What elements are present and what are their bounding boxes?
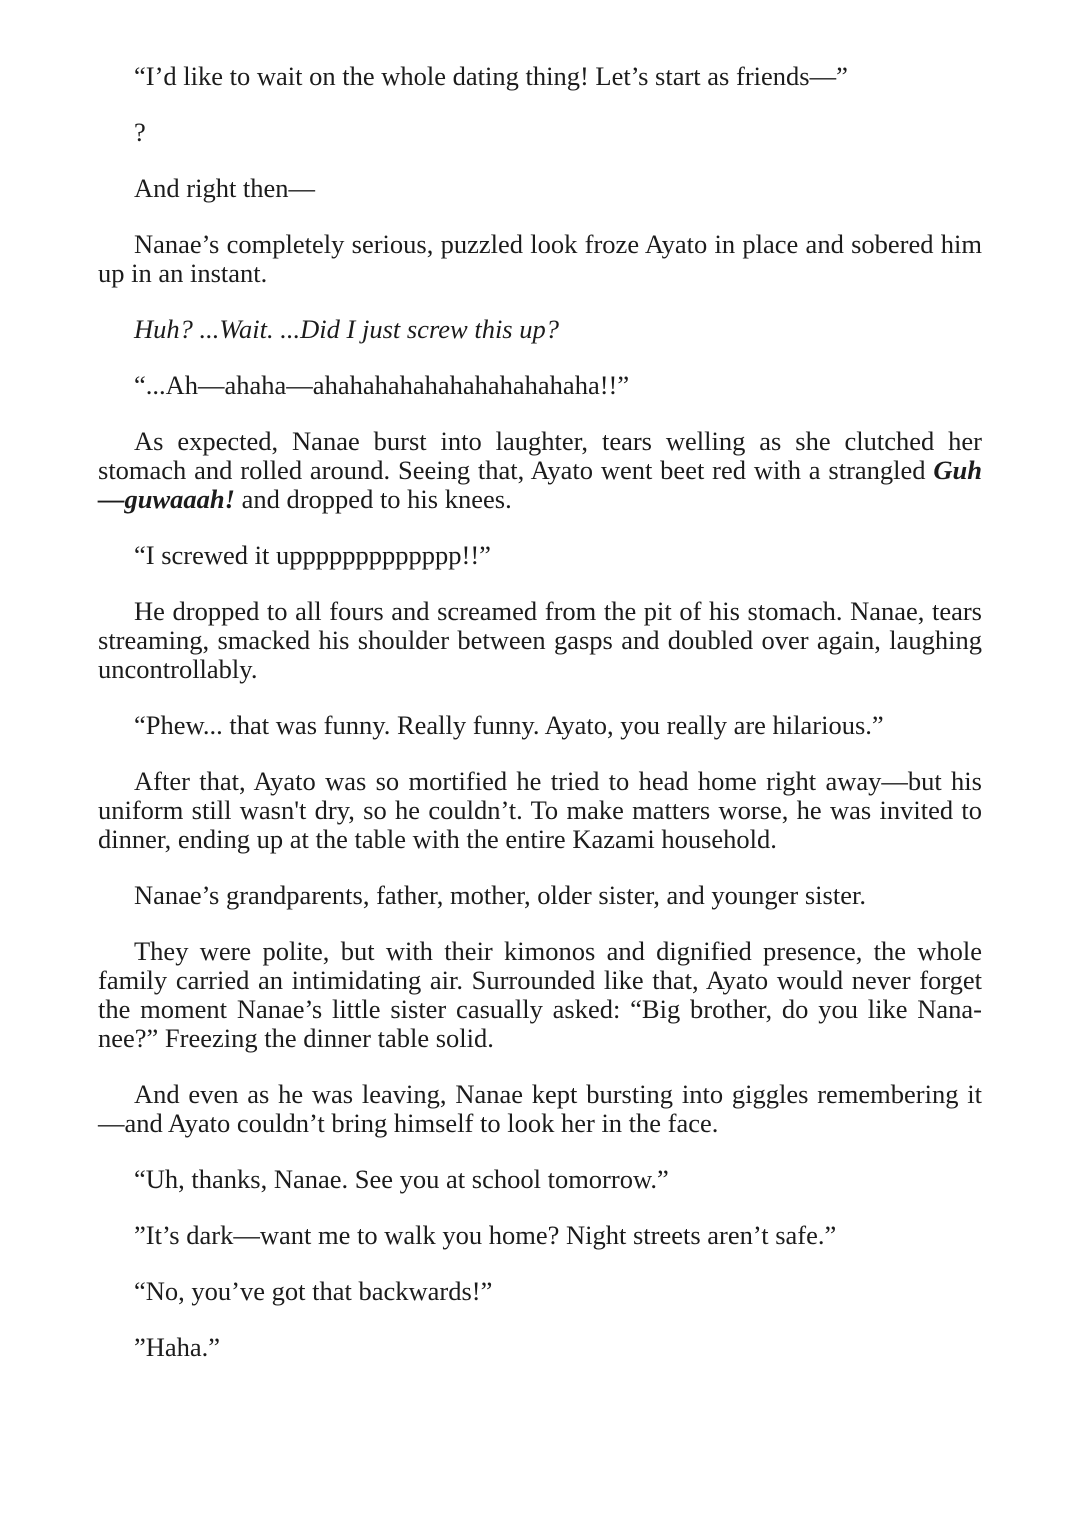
paragraph [98, 1165, 982, 1194]
paragraph [98, 118, 982, 147]
italic-text-run: Huh? ...Wait. ...Did I just screw this up? [134, 314, 559, 344]
paragraph [98, 541, 982, 570]
text-run: ”Haha.” [134, 1332, 221, 1362]
paragraph-thought [98, 315, 982, 344]
paragraph [98, 881, 982, 910]
text-run: “Uh, thanks, Nanae. See you at school tomorrow.” [134, 1164, 669, 1194]
paragraph [98, 1221, 982, 1250]
text-run: “I’d like to wait on the whole dating thing! Let’s start as friends—” [134, 61, 848, 91]
text-run: After that, Ayato was so mortified he tried to head home right away—but his uniform still wasn't dry, so he couldn’t. To make matters worse, he was invited to dinner, ending up at the table with the entire Kazami household. [98, 766, 982, 854]
paragraph [98, 1080, 982, 1138]
text-run: Nanae’s grandparents, father, mother, older sister, and younger sister. [134, 880, 866, 910]
paragraph [98, 711, 982, 740]
paragraph [98, 230, 982, 288]
paragraph [98, 174, 982, 203]
text-run: And even as he was leaving, Nanae kept bursting into giggles remembering it—and Ayato couldn’t bring himself to look her in the face. [98, 1079, 982, 1138]
paragraph [98, 937, 982, 1053]
text-run: He dropped to all fours and screamed from the pit of his stomach. Nanae, tears streaming, smacked his shoulder between gasps and doubled over again, laughing uncontrollably. [98, 596, 982, 684]
paragraph [98, 371, 982, 400]
text-run: Nanae’s completely serious, puzzled look froze Ayato in place and sobered him up in an instant. [98, 229, 982, 288]
bold-italic-text-run: Guh—guwaaah! [98, 455, 982, 514]
text-run: ? [134, 117, 146, 147]
paragraph [98, 1333, 982, 1362]
text-run: “...Ah—ahaha—ahahahahahahahahahahaha!!” [134, 370, 630, 400]
paragraph [98, 597, 982, 684]
text-run: “I screwed it uppppppppppppp!!” [134, 540, 491, 570]
paragraph [98, 427, 982, 514]
text-run: They were polite, but with their kimonos and dignified presence, the whole family carried an intimidating air. Surrounded like that, Ayato would never forget the moment Nanae’s little sister casually asked: “Big brother, do you like Nana-nee?” Freezing the dinner table solid. [98, 936, 982, 1053]
paragraph [98, 767, 982, 854]
text-run: and dropped to his knees. [234, 484, 512, 514]
text-run: As expected, Nanae burst into laughter, tears welling as she clutched her stomach and rolled around. Seeing that, Ayato went beet red with a strangled [98, 426, 982, 485]
text-run: And right then— [134, 173, 316, 203]
paragraph [98, 1277, 982, 1306]
paragraph [98, 62, 982, 91]
text-run: ”It’s dark—want me to walk you home? Night streets aren’t safe.” [134, 1220, 837, 1250]
text-run: “Phew... that was funny. Really funny. Ayato, you really are hilarious.” [134, 710, 884, 740]
text-run: “No, you’ve got that backwards!” [134, 1276, 493, 1306]
